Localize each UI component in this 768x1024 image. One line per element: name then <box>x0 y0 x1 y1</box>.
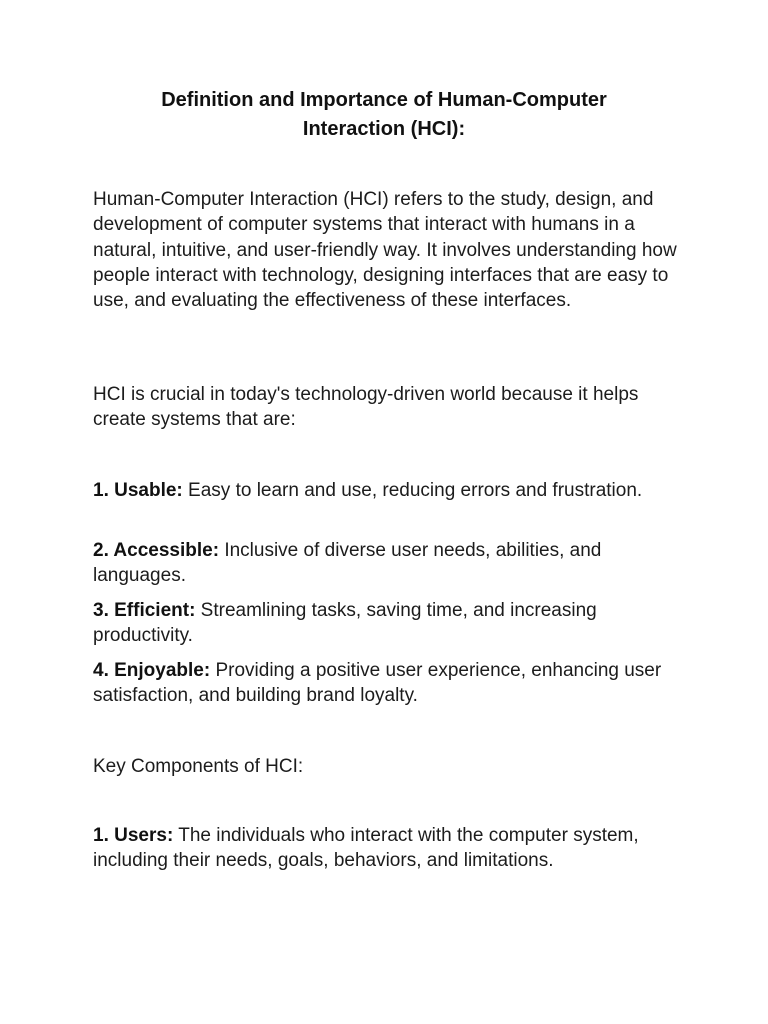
intro-paragraph: Human-Computer Interaction (HCI) refers to the study, design, and development of computer systems that interact with humans in a natural, intuitive, and user-friendly way. It involves understanding how people interact with technology, designing interfaces that are easy to use, and evaluating the effectiveness of these interfaces. <box>93 189 677 312</box>
list-item-accessible <box>93 538 683 589</box>
list-item-enjoyable <box>93 658 683 709</box>
list-item-usable <box>93 478 683 503</box>
list-item-term: 1. Users: <box>93 825 174 846</box>
list-item-users <box>93 823 683 874</box>
components-heading: Key Components of HCI: <box>93 756 304 777</box>
importance-paragraph: HCI is crucial in today's technology-driven world because it helps create systems that are: <box>93 384 639 431</box>
list-item-description: Easy to learn and use, reducing errors and frustration. <box>182 480 643 501</box>
list-item-efficient <box>93 598 683 649</box>
page-title: Definition and Importance of Human-Computer Interaction (HCI): <box>161 89 607 140</box>
list-item-description: Streamlining tasks, saving time, and increasing productivity. <box>93 600 597 647</box>
list-item-term: 1. Usable: <box>93 480 183 501</box>
list-item-term: 2. Accessible: <box>93 540 220 561</box>
list-item-description: Providing a positive user experience, enhancing user satisfaction, and building brand loyalty. <box>93 660 662 707</box>
list-item-description: Inclusive of diverse user needs, abilities, and languages. <box>93 540 602 587</box>
list-item-term: 4. Enjoyable: <box>93 660 211 681</box>
list-item-description: The individuals who interact with the computer system, including their needs, goals, behaviors, and limitations. <box>93 825 639 872</box>
list-item-term: 3. Efficient: <box>93 600 196 621</box>
